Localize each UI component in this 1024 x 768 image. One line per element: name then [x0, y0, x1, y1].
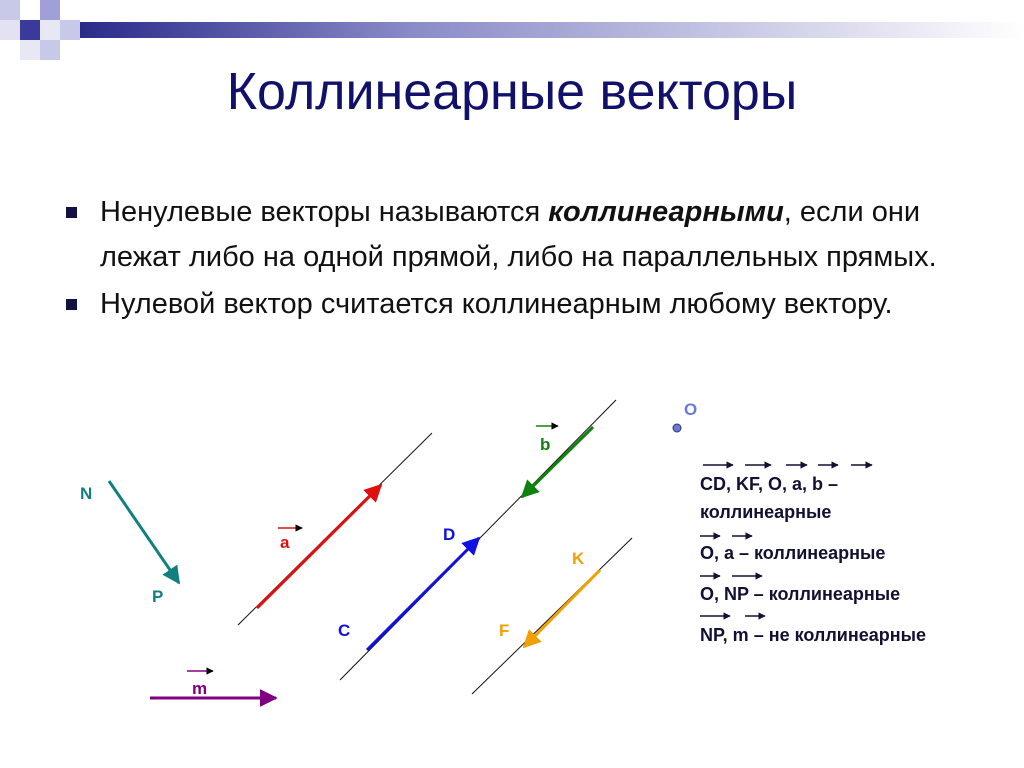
label-o: O [684, 400, 698, 419]
page-title: Коллинеарные векторы [226, 63, 798, 121]
fact-1-line1: CD, KF, O, a, b – [700, 474, 839, 494]
point-o [673, 424, 681, 432]
fact-2: O, a – коллинеарные [700, 543, 886, 563]
facts-list [700, 474, 926, 645]
vector-b [522, 427, 593, 497]
label-p: P [152, 587, 164, 606]
bullet-text: Ненулевые векторы называются [100, 196, 549, 228]
bullet-term: коллинеарными [548, 196, 784, 228]
fact-3: O, NP – коллинеарные [700, 584, 901, 604]
parallel-line [472, 538, 632, 694]
label-d: D [443, 525, 456, 544]
label-b: b [540, 435, 551, 454]
label-f: F [499, 621, 510, 640]
vector-cd [367, 538, 479, 650]
vector-np [109, 481, 179, 583]
fact-1-line2: коллинеарные [700, 502, 832, 522]
label-n: N [80, 484, 93, 503]
vector-a [257, 485, 381, 608]
label-m: m [192, 679, 208, 698]
label-k: K [572, 549, 585, 568]
label-c: C [338, 621, 351, 640]
vector-kf [524, 570, 600, 647]
fact-4: NP, m – не коллинеарные [700, 625, 926, 645]
bullet-text: Нулевой вектор считается коллинеарным любому вектору. [100, 288, 893, 320]
bullet-text: , если они лежат либо на одной прямой, либо на параллельных прямых. [100, 196, 937, 273]
label-a: a [280, 533, 290, 552]
